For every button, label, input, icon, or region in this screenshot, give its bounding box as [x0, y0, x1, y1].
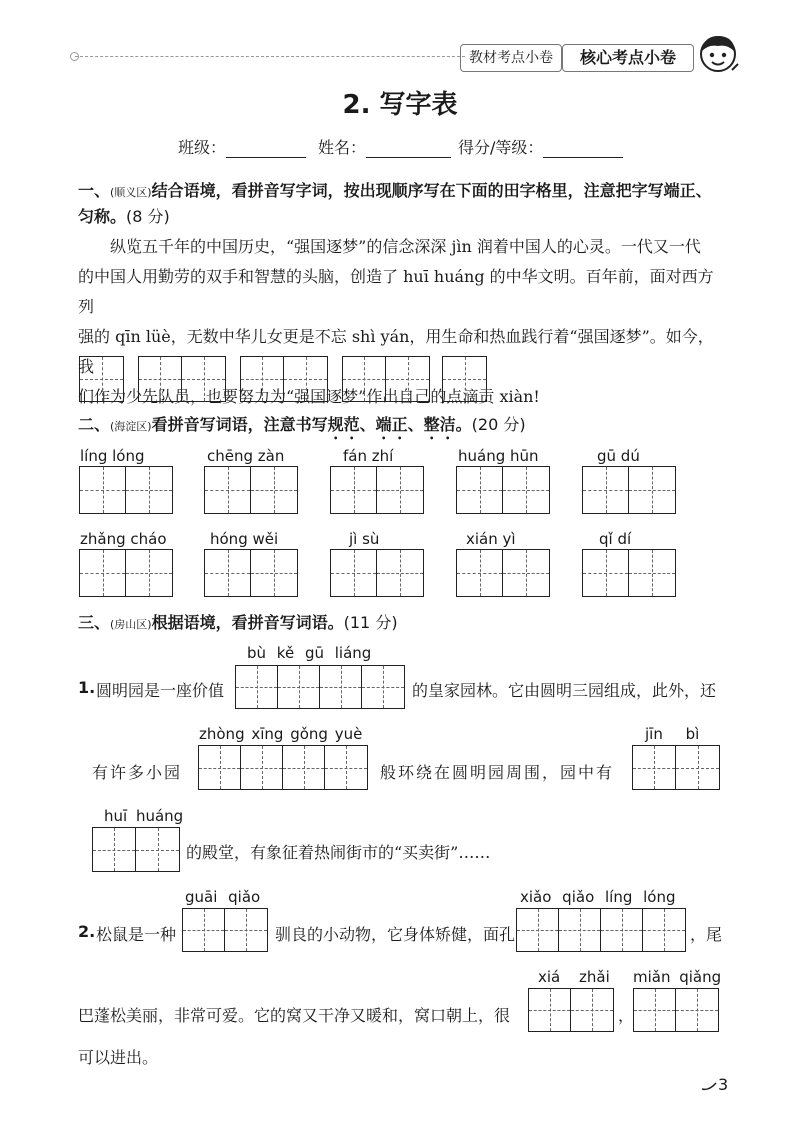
pinyin-label: huáng hūn	[458, 447, 539, 465]
section1-number: 一、	[78, 181, 111, 200]
pinyin-label: fán zhí	[343, 447, 394, 465]
pinyin-label: guāi qiǎo	[185, 888, 261, 906]
section1-district: (顺义区)	[110, 186, 152, 199]
question-number: 2.	[78, 922, 96, 941]
page-number	[700, 1075, 728, 1094]
answer-grid-2char[interactable]	[240, 356, 328, 402]
section3-instruction: 根据语境，看拼音写词语。	[151, 613, 344, 632]
pinyin-label: miǎn qiǎng	[633, 968, 722, 986]
section1-heading	[78, 178, 712, 201]
question-text: 巴蓬松美丽，非常可爱。它的窝又干净又暖和，窝口朝上，很	[78, 1006, 511, 1025]
answer-grid-2char[interactable]	[342, 356, 430, 402]
name-field	[318, 135, 451, 158]
word-grid[interactable]	[633, 988, 719, 1032]
question-text: 圆明园是一座价值	[96, 681, 225, 700]
question-text: 的殿堂，有象征着热闹街市的“买卖街”……	[186, 843, 491, 862]
score-label: 得分/等级：	[458, 138, 544, 157]
pinyin-label: jīn bì	[645, 725, 700, 743]
passage-line: 强的 qīn lüè，无数中华儿女更是不忘 shì yán，用生命和热血践行着“强国逐梦”。如今，我	[78, 327, 714, 376]
question-text: 驯良的小动物，它身体矫健，面孔	[275, 925, 516, 944]
pinyin-label: gū dú	[597, 447, 640, 465]
word-grid[interactable]	[582, 466, 676, 514]
class-blank[interactable]	[226, 141, 306, 158]
page-title: 2. 写字表	[342, 90, 458, 120]
section2-instruction: 看拼音写词语，注意书写	[151, 415, 328, 434]
passage-line: 们作为少先队员，也要努力为“强国逐梦”作出自己的点滴贡 xiàn!	[78, 387, 540, 406]
word-grid[interactable]	[182, 908, 268, 952]
word-grid[interactable]	[79, 549, 173, 597]
section1-instruction-2: 匀称。	[78, 207, 127, 226]
header-rule	[75, 56, 465, 57]
pinyin-label: xiǎo qiǎo líng lóng	[520, 888, 676, 906]
section3-number: 三、	[78, 613, 111, 632]
section2-heading	[78, 412, 526, 443]
answer-grid-1char[interactable]	[442, 356, 487, 402]
word-grid[interactable]	[582, 549, 676, 597]
question-text: ，	[618, 1006, 635, 1025]
word-grid[interactable]	[330, 466, 424, 514]
section2-number: 二、	[78, 415, 111, 434]
score-field	[458, 135, 623, 158]
question-text: 有许多小园	[92, 763, 183, 782]
pinyin-label: chēng zàn	[207, 447, 285, 465]
section2-points: (20 分)	[471, 415, 526, 434]
word-grid[interactable]	[528, 988, 614, 1032]
word-grid[interactable]	[204, 549, 298, 597]
section1-points: (8 分)	[126, 207, 170, 226]
word-grid[interactable]	[456, 549, 550, 597]
word-grid[interactable]	[330, 549, 424, 597]
class-label: 班级：	[178, 138, 227, 157]
name-label: 姓名：	[318, 138, 367, 157]
header-tab-textbook: 教材考点小卷	[460, 44, 562, 72]
pinyin-label: bù kě gū liáng	[247, 644, 372, 662]
section2-instruction-end: 。	[455, 415, 472, 434]
pinyin-label: hóng wěi	[210, 530, 279, 548]
answer-grid-1char[interactable]	[79, 356, 124, 402]
question-text: 松鼠是一种	[96, 925, 177, 944]
pinyin-label: zhǎng cháo	[80, 530, 167, 548]
section3-heading	[78, 610, 398, 633]
pinyin-label: huī huáng	[104, 807, 184, 825]
question-text: 可以进出。	[78, 1048, 159, 1067]
word-grid-4char[interactable]	[198, 745, 368, 790]
section1-heading-line2	[78, 204, 170, 227]
page-flourish-icon	[700, 1079, 718, 1093]
pinyin-label: jì sù	[349, 530, 380, 548]
word-grid[interactable]	[204, 466, 298, 514]
page-number-value: 3	[718, 1075, 729, 1094]
pinyin-label: líng lóng	[80, 447, 145, 465]
header-tab-core: 核心考点小卷	[562, 44, 694, 72]
word-grid-4char[interactable]	[235, 665, 405, 709]
section2-emphasis: 规范、端正、整洁	[327, 415, 456, 434]
word-grid[interactable]	[92, 827, 180, 872]
question-number: 1.	[78, 678, 96, 697]
name-blank[interactable]	[366, 141, 451, 158]
passage-line: 的中国人用勤劳的双手和智慧的头脑，创造了 huī huáng 的中华文明。百年前，面对西方列	[78, 267, 714, 316]
pinyin-label: zhòng xīng gǒng yuè	[199, 725, 363, 743]
word-grid[interactable]	[79, 466, 173, 514]
section2-district: (海淀区)	[110, 420, 152, 433]
section3-district: (房山区)	[110, 618, 152, 631]
mascot-boy-icon	[694, 30, 742, 78]
question-text: 般环绕在圆明园周围，园中有	[380, 763, 615, 782]
pinyin-label: xiá zhǎi	[538, 968, 610, 986]
pinyin-label: qǐ dí	[599, 530, 632, 548]
question-text: ，尾	[690, 925, 723, 944]
section1-instruction: 结合语境，看拼音写字词，按出现顺序写在下面的田字格里，注意把字写端正、	[151, 181, 712, 200]
score-blank[interactable]	[543, 141, 623, 158]
answer-grid-2char[interactable]	[138, 356, 226, 402]
word-grid[interactable]	[456, 466, 550, 514]
passage-line: 纵览五千年的中国历史，“强国逐梦”的信念深深 jìn 润着中国人的心灵。一代又一代	[110, 237, 701, 256]
class-field	[178, 135, 306, 158]
question-text: 的皇家园林。它由圆明三园组成，此外，还	[412, 681, 717, 700]
pinyin-label: xián yì	[466, 530, 516, 548]
word-grid-4char[interactable]	[516, 908, 686, 952]
section3-points: (11 分)	[343, 613, 398, 632]
word-grid[interactable]	[632, 745, 720, 790]
